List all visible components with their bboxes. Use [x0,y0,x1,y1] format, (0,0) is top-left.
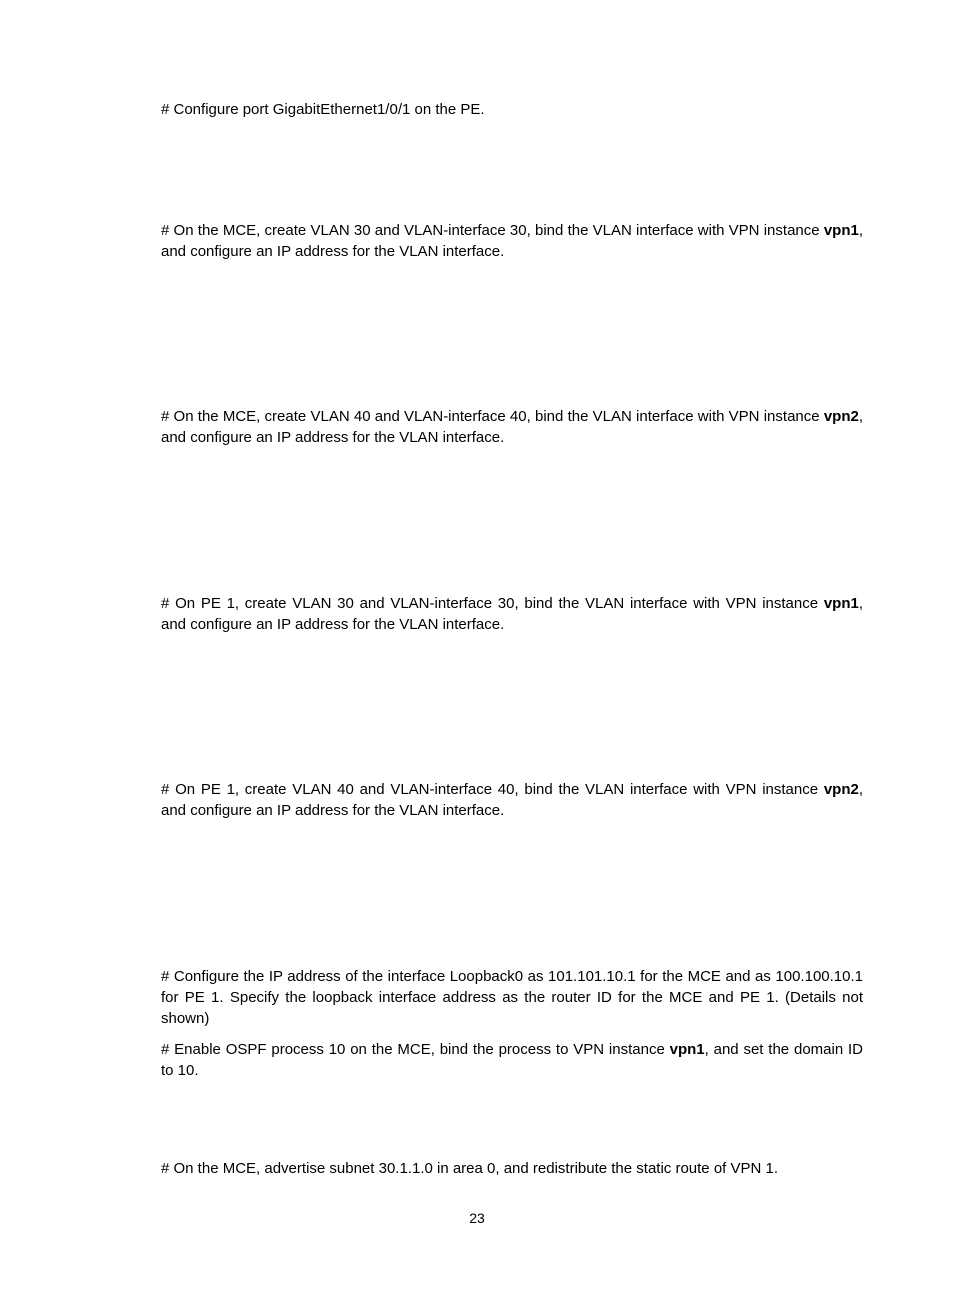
text-run: , and configure an IP address for the VLAN interface. [161,781,863,819]
text-run: , and set the domain ID to 10. [161,1041,863,1079]
paragraph-mce-vlan40 [161,406,863,448]
bold-vpn-name: vpn1 [823,595,859,612]
text-run: # Enable OSPF process 10 on the MCE, bind the process to VPN instance [161,1041,670,1058]
text-run: , and configure an IP address for the VLAN interface. [161,408,863,446]
text-run: # Configure port GigabitEthernet1/0/1 on the PE. [161,101,485,118]
bold-vpn-name: vpn2 [823,781,859,798]
text-run: # On PE 1, create VLAN 40 and VLAN-interface 40, bind the VLAN interface with VPN instance [161,781,824,798]
paragraph-enable-ospf [161,1039,863,1081]
paragraph-advertise-subnet [161,1158,863,1179]
text-run: , and configure an IP address for the VLAN interface. [161,595,863,633]
text-run: # On PE 1, create VLAN 30 and VLAN-interface 30, bind the VLAN interface with VPN instance [161,595,824,612]
bold-vpn-name: vpn1 [669,1041,705,1058]
bold-vpn-name: vpn2 [823,408,859,425]
text-run: # On the MCE, advertise subnet 30.1.1.0 in area 0, and redistribute the static route of VPN 1. [161,1160,779,1177]
page-number: 23 [469,1210,485,1226]
text-run: , and configure an IP address for the VLAN interface. [161,222,863,260]
paragraph-pe1-vlan30 [161,593,863,635]
bold-vpn-name: vpn1 [823,222,859,239]
paragraph-configure-pe-port [161,99,863,120]
paragraph-loopback-config [161,966,863,1029]
text-run: # On the MCE, create VLAN 40 and VLAN-interface 40, bind the VLAN interface with VPN instance [161,408,824,425]
text-run: # On the MCE, create VLAN 30 and VLAN-interface 30, bind the VLAN interface with VPN instance [161,222,824,239]
paragraph-mce-vlan30 [161,220,863,262]
paragraph-pe1-vlan40 [161,779,863,821]
text-run: # Configure the IP address of the interface Loopback0 as 101.101.10.1 for the MCE and as 100.100.10.1 for PE 1. Specify the loopback interface address as the router ID for the MCE and PE 1. (Details not shown) [161,968,863,1027]
